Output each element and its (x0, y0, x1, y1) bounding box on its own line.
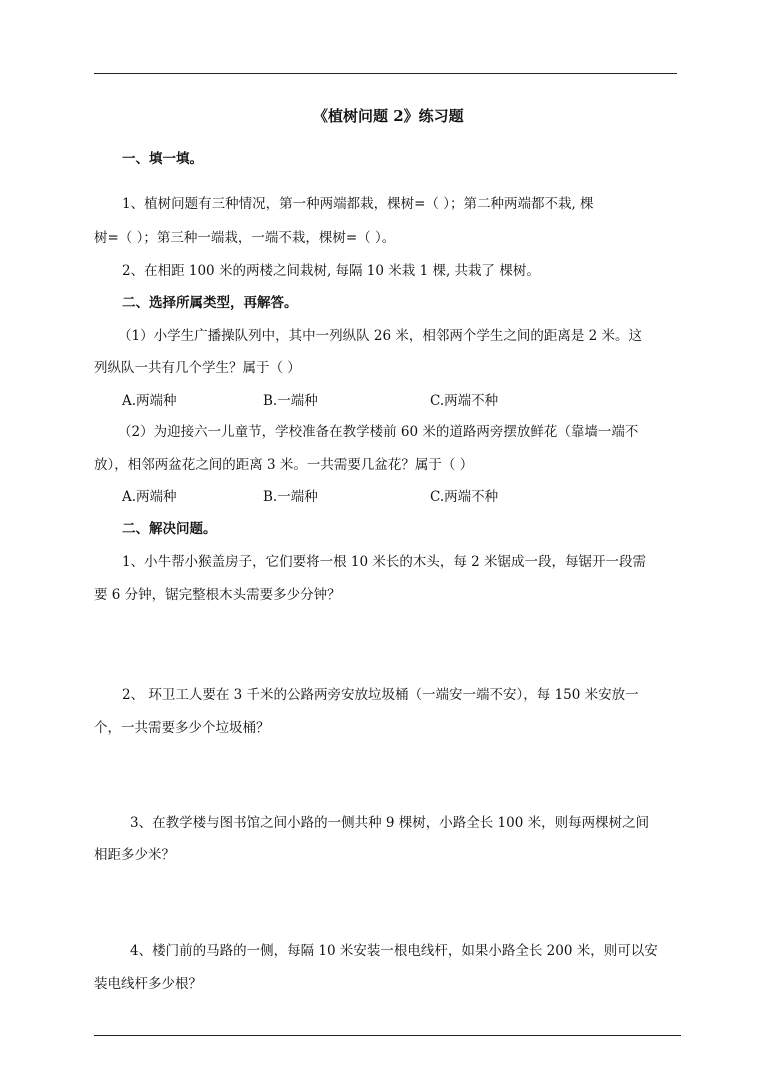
solve-problem-2-line-1: 2、 环卫工人要在 3 千米的公路两旁安放垃圾桶（一端安一端不安），每 150 米安放一 (122, 687, 639, 703)
choice-problem-1-option-b: B.一端种 (263, 393, 318, 409)
choice-problem-2-line-1: （2）为迎接六一儿童节，学校准备在教学楼前 60 米的道路两旁摆放鲜花（靠墙一端不 (118, 424, 639, 440)
solve-problem-3-line-1: 3、在教学楼与图书馆之间小路的一侧共种 9 棵树，小路全长 100 米，则每两棵树之间 (130, 815, 650, 831)
choice-problem-1-option-a: A.两端种 (122, 393, 177, 409)
choice-problem-2-option-c: C.两端不种 (430, 489, 499, 505)
choice-problem-1-line-2: 列纵队一共有几个学生？属于（ ） (94, 360, 301, 376)
page-title: 《植树问题 2》练习题 (313, 107, 464, 125)
choice-problem-2-option-a: A.两端种 (122, 489, 177, 505)
solve-problem-3-line-2: 相距多少米？ (94, 847, 175, 863)
choice-problem-2-option-b: B.一端种 (263, 489, 318, 505)
fill-question-1-line-1: 1、植树问题有三种情况，第一种两端都栽，棵树=（ ）；第二种两端都不栽, 棵 (122, 196, 594, 212)
section-3-heading: 二、解决问题。 (122, 521, 217, 537)
choice-problem-1-line-1: （1）小学生广播操队列中，其中一列纵队 26 米，相邻两个学生之间的距离是 2 米。这 (118, 328, 643, 344)
section-1-heading: 一、填一填。 (122, 151, 203, 167)
solve-problem-2-line-2: 个，一共需要多少个垃圾桶？ (94, 720, 270, 736)
fill-question-2: 2、在相距 100 米的两楼之间栽树, 每隔 10 米栽 1 棵, 共栽了 棵树。 (122, 263, 540, 279)
header-rule (94, 73, 677, 74)
solve-problem-1-line-1: 1、小牛帮小猴盖房子，它们要将一根 10 米长的木头，每 2 米锯成一段，每锯开一段需 (122, 554, 647, 570)
solve-problem-1-line-2: 要 6 分钟，锯完整根木头需要多少分钟？ (94, 587, 341, 603)
solve-problem-4-line-2: 装电线杆多少根？ (94, 976, 202, 992)
choice-problem-2-line-2: 放），相邻两盆花之间的距离 3 米。一共需要几盆花？属于（ ） (94, 457, 474, 473)
choice-problem-1-option-c: C.两端不种 (430, 393, 499, 409)
section-2-heading: 二、选择所属类型，再解答。 (122, 295, 298, 311)
footer-rule (94, 1035, 681, 1036)
fill-question-1-line-2: 树=（ ）；第三种一端栽，一端不栽，棵树=（ ）。 (94, 230, 396, 246)
solve-problem-4-line-1: 4、楼门前的马路的一侧，每隔 10 米安装一根电线杆，如果小路全长 200 米，则可以安 (130, 943, 658, 959)
